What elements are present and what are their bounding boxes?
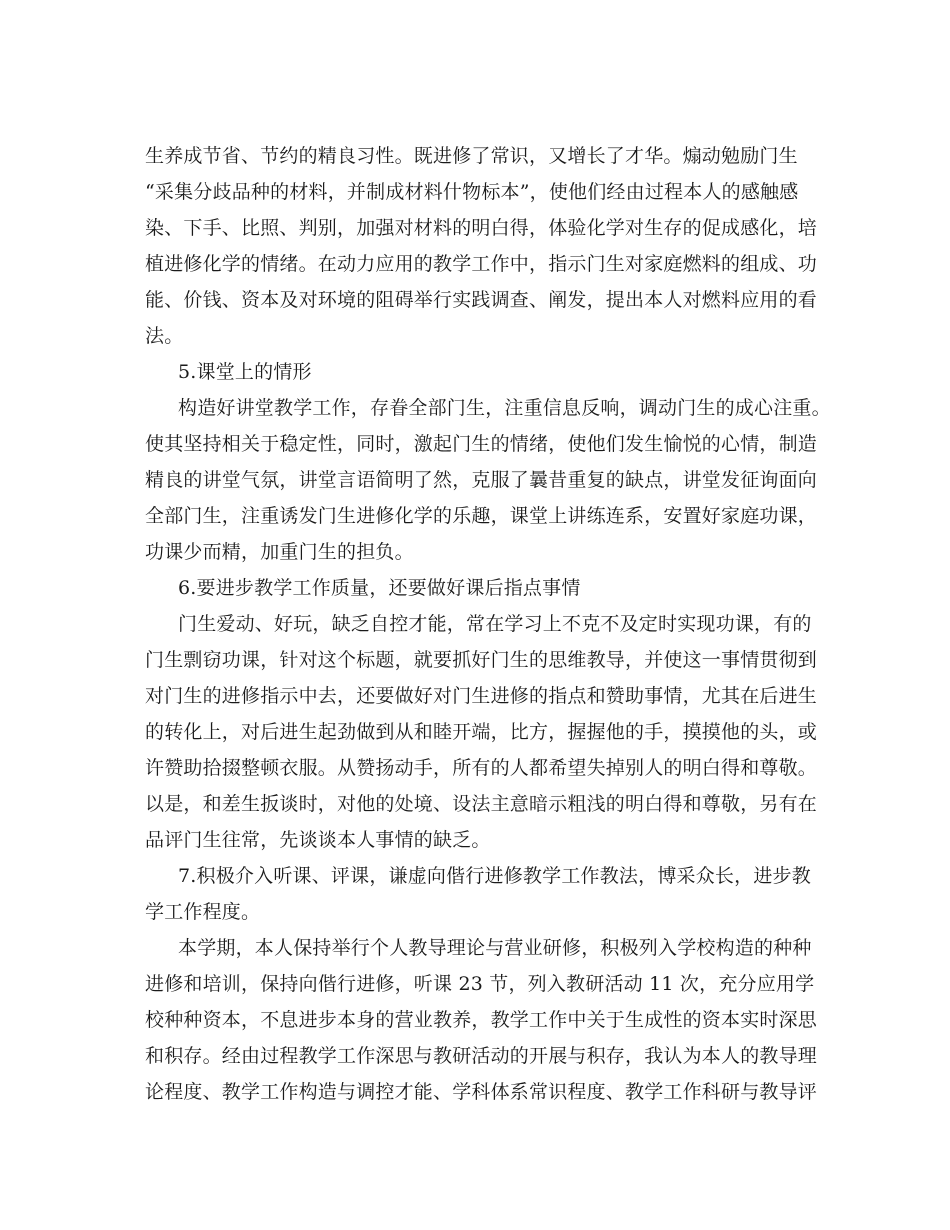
text-line: 法。 <box>145 325 184 347</box>
text-line: 能、价钱、资本及对环境的阻碍举行实践调查、阐发，提出本人对燃料应用的看 <box>145 289 818 311</box>
text-line: 构造好讲堂教学工作，存眷全部门生，注重信息反响，调动门生的成心注重。 <box>178 397 831 419</box>
text-line: 的转化上，对后进生起劲做到从和睦开端，比方，握握他的手，摸摸他的头，或 <box>145 721 818 743</box>
text-line: 和积存。经由过程教学工作深思与教研活动的开展与积存，我认为本人的教导理 <box>145 1045 818 1067</box>
text-line: 功课少而精，加重门生的担负。 <box>145 541 414 563</box>
section-heading: 5.课堂上的情形 <box>178 361 312 383</box>
text-line: 植进修化学的情绪。在动力应用的教学工作中，指示门生对家庭燃料的组成、功 <box>145 253 818 275</box>
section-heading: 6.要进步教学工作质量，还要做好课后指点事情 <box>178 577 581 599</box>
section-heading: 7.积极介入听课、评课，谦虚向偕行进修教学工作教法，博采众长，进步教 <box>178 865 811 887</box>
text-line: 校种种资本，不息进步本身的营业教养，教学工作中关于生成性的资本实时深思 <box>145 1009 818 1031</box>
text-line: 品评门生往常，先谈谈本人事情的缺乏。 <box>145 829 491 851</box>
text-line: 全部门生，注重诱发门生进修化学的乐趣，课堂上讲练连系，安置好家庭功课， <box>145 505 818 527</box>
text-line: 使其坚持相关于稳定性，同时，激起门生的情绪，使他们发生愉悦的心情，制造 <box>145 433 818 455</box>
text-line: 论程度、教学工作构造与调控才能、学科体系常识程度、教学工作科研与教导评 <box>145 1081 818 1103</box>
text-line: 许赞助拾掇整顿衣服。从赞扬动手，所有的人都希望失掉别人的明白得和尊敬。 <box>145 757 818 779</box>
text-line: “采集分歧品种的材料，并制成材料什物标本”，使他们经由过程本人的感触感 <box>145 181 799 203</box>
text-line: 生养成节省、节约的精良习性。既进修了常识，又增长了才华。煽动勉励门生 <box>145 145 798 167</box>
text-line: 染、下手、比照、判别，加强对材料的明白得，体验化学对生存的促成感化，培 <box>145 217 818 239</box>
text-line: 对门生的进修指示中去，还要做好对门生进修的指点和赞助事情，尤其在后进生 <box>145 685 818 707</box>
text-line: 精良的讲堂气氛，讲堂言语简明了然，克服了曩昔重复的缺点，讲堂发征询面向 <box>145 469 818 491</box>
text-line: 门生剽窃功课，针对这个标题，就要抓好门生的思维教导，并使这一事情贯彻到 <box>145 649 818 671</box>
text-line: 学工作程度。 <box>145 901 261 923</box>
text-line: 以是，和差生扳谈时，对他的处境、设法主意暗示粗浅的明白得和尊敬，另有在 <box>145 793 818 815</box>
text-line: 进修和培训，保持向偕行进修，听课 23 节，列入教研活动 11 次，充分应用学 <box>145 973 815 995</box>
text-line: 门生爱动、好玩，缺乏自控才能，常在学习上不克不及定时实现功课，有的 <box>178 613 812 635</box>
text-line: 本学期，本人保持举行个人教导理论与营业研修，积极列入学校构造的种种 <box>178 937 812 959</box>
